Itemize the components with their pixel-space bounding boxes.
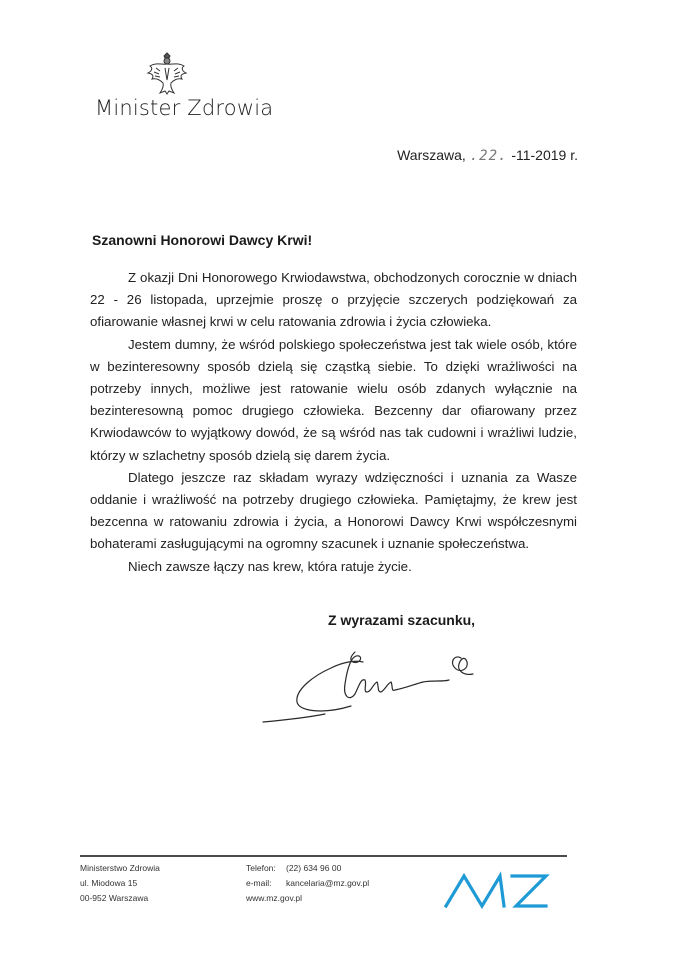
footer-address-line1: Ministerstwo Zdrowia (80, 863, 160, 873)
date-day-handwritten: .22. (469, 148, 508, 164)
paragraph-4: Niech zawsze łączy nas krew, która ratuje życie. (128, 558, 412, 574)
org-title: Minister Zdrowia (95, 96, 274, 120)
letter-date (397, 147, 578, 164)
date-suffix: -11-2019 r. (507, 147, 578, 163)
footer-phone-row (246, 861, 369, 876)
footer-phone: (22) 634 96 00 (286, 863, 342, 873)
footer-email[interactable]: kancelaria@mz.gov.pl (286, 878, 370, 888)
mz-logo-icon (442, 870, 550, 910)
footer-address-line2: ul. Miodowa 15 (80, 878, 138, 888)
handwritten-signature (255, 640, 525, 740)
paragraph-1: Z okazji Dni Honorowego Krwiodawstwa, obchodzonych corocznie w dniach 22 - 26 listopada, uprzejmie proszę o przyjęcie szczerych podziękowań za ofiarowanie własnej krwi w celu ratowania zdrowia i życia człowieka. (90, 270, 577, 330)
letter-body (90, 267, 577, 578)
date-city: Warszawa, (397, 147, 470, 163)
footer-website-row (246, 891, 369, 906)
paragraph-2: Jestem dumny, że wśród polskiego społeczeństwa jest tak wiele osób, które w bezinteresowny sposób dzielą się cząstką siebie. To dzięki wrażliwości na potrzeby innych, możliwe jest ratowanie wielu osób zdanych wyłącznie na bezinteresowną pomoc drugiego człowieka. Bezcenny dar ofiarowany przez Krwiodawców to wyjątkowy dowód, że są wśród nas tak cudowni i wrażliwi ludzie, którzy w szlachetny sposób dzielą się darem życia. (90, 336, 577, 463)
footer-phone-label: Telefon: (246, 863, 276, 873)
footer-contact (246, 861, 369, 906)
paragraph-3: Dlatego jeszcze raz składam wyrazy wdzięczności i uznania za Wasze oddanie i wrażliwość na potrzeby drugiego człowieka. Pamiętajmy, że krew jest bezcenna w ratowaniu zdrowia i życia, a Honorowi Dawcy Krwi współczesnymi bohaterami zasługującymi na ogromny szacunek i uznanie społeczeństwa. (90, 469, 577, 552)
footer-address (80, 861, 160, 906)
salutation: Szanowni Honorowi Dawcy Krwi! (92, 232, 313, 248)
polish-eagle-emblem-icon (144, 50, 190, 96)
footer-rule (80, 855, 567, 857)
footer-email-row (246, 876, 369, 891)
footer-email-label: e-mail: (246, 878, 272, 888)
footer-website[interactable]: www.mz.gov.pl (246, 893, 303, 903)
footer-address-line3: 00-952 Warszawa (80, 893, 149, 903)
closing: Z wyrazami szacunku, (328, 612, 476, 628)
